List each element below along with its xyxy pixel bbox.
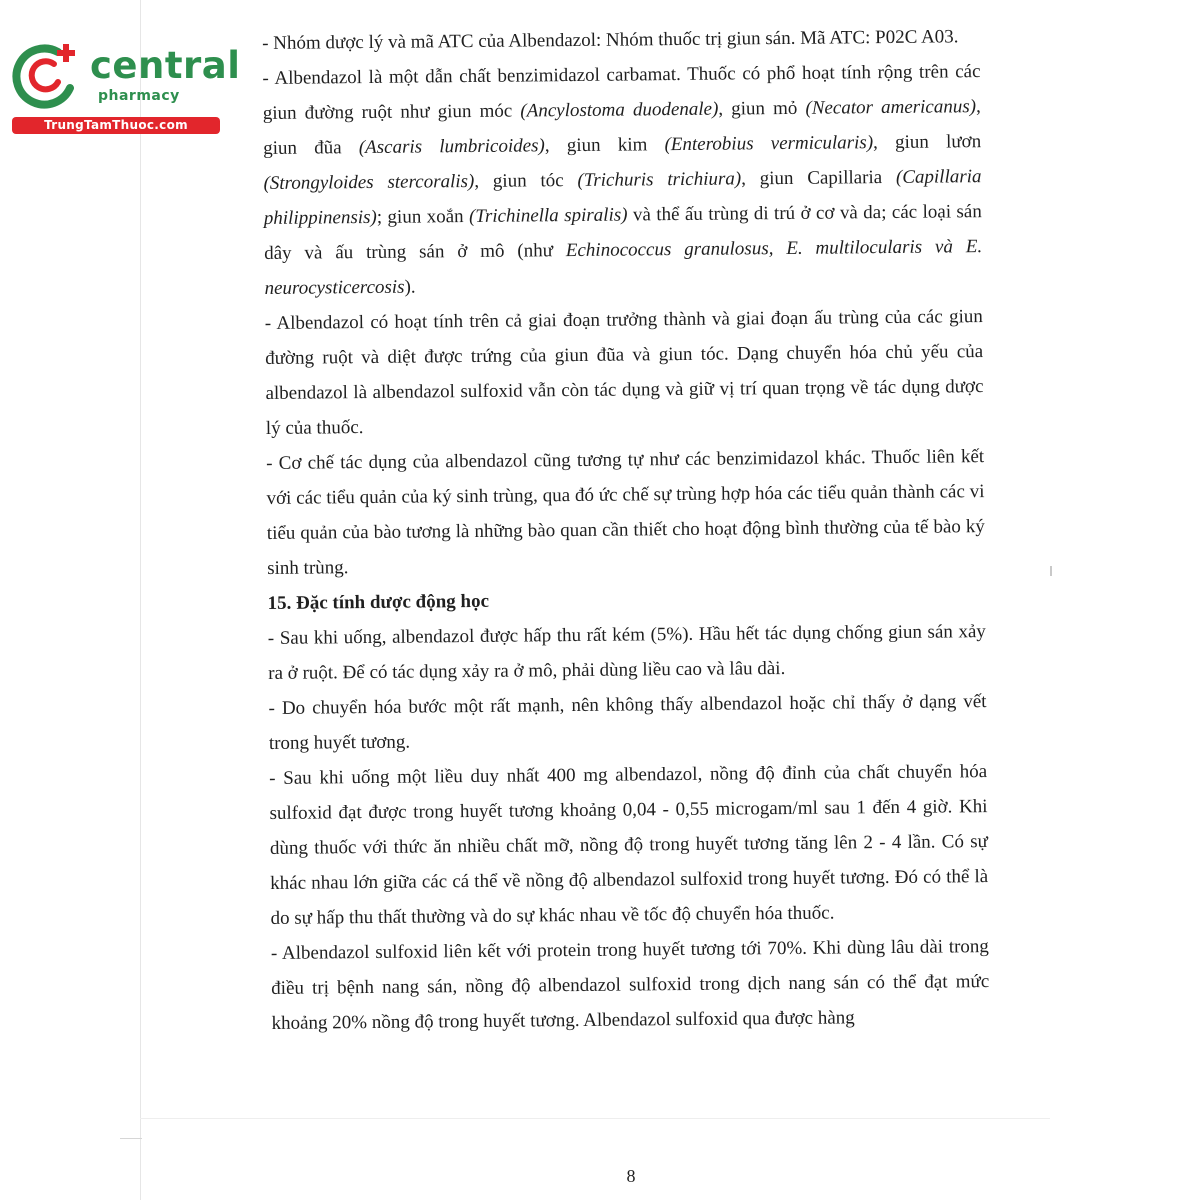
italic-text: (Ancylostoma duodenale) <box>520 98 719 122</box>
italic-text: (Ascaris lumbricoides) <box>358 135 545 159</box>
scan-speck <box>1050 566 1052 576</box>
logo-brand-sub: pharmacy <box>98 88 180 104</box>
document-body <box>262 19 990 1041</box>
text-run: 15. Đặc tính dược động học <box>267 590 490 614</box>
scan-edge-line <box>140 0 141 1200</box>
page-number: 8 <box>626 1166 636 1186</box>
italic-text: (Strongyloides stercoralis) <box>263 170 475 194</box>
logo-mark-icon <box>10 38 90 114</box>
paragraph <box>268 614 987 691</box>
text-run: - Sau khi uống một liều duy nhất 400 mg albendazol, nồng độ đỉnh của chất chuyển hóa sulfoxid đạt được trong huyết tương khoảng 0,04 - 0,55 microgam/ml sau 1 đến 4 giờ. Khi dùng thuốc với thức ăn nhiều chất mỡ, nồng độ trong huyết tương tăng lên 2 - 4 lần. Có sự khác nhau lớn giữa các cá thể về nồng độ albendazol sulfoxid trong huyết tương. Đó có thể là do sự hấp thu thất thường và do sự khác nhau về tốc độ chuyển hóa thuốc. <box>269 761 989 929</box>
text-run: ). <box>404 276 416 298</box>
italic-text: (Capillaria philippinensis) <box>263 166 982 229</box>
italic-text: (Necator americanus) <box>805 96 977 119</box>
text-run: và thể ấu trùng di trú ở cơ và da; các loại sán dây và ấu trùng sán ở mô (như <box>264 201 982 264</box>
text-run: , giun mỏ <box>718 97 806 120</box>
italic-text: (Trichinella spiralis) <box>468 204 628 228</box>
scan-edge-mark <box>120 1138 142 1139</box>
text-run: - Albendazol là một dẫn chất benzimidazol carbamat. Thuốc có phổ hoạt tính rộng trên các giun đường ruột như giun móc <box>262 61 981 124</box>
text-run: - Cơ chế tác dụng của albendazol cũng tương tự như các benzimidazol khác. Thuốc liên kết với các tiểu quản của ký sinh trùng, qua đó ức chế sự trùng hợp hóa các tiểu quản thành các vi tiểu quản của bào tương là những bào quan cần thiết cho hoạt động bình thường của tế bào ký sinh trùng. <box>266 446 985 579</box>
text-run: , giun đũa <box>263 96 981 159</box>
text-run: , giun tóc <box>474 169 578 192</box>
text-run: , giun lươn <box>873 131 982 154</box>
paragraph <box>268 684 987 761</box>
logo-website-badge: TrungTamThuoc.com <box>12 117 220 134</box>
paragraph <box>266 439 985 586</box>
logo-brand-name: central <box>90 44 241 87</box>
text-run: - Albendazol có hoạt tính trên cả giai đoạn trưởng thành và giai đoạn ấu trùng của các giun đường ruột và diệt được trứng của giun đũa và giun tóc. Dạng chuyển hóa chủ yếu của albendazol là albendazol sulfoxid vẫn còn tác dụng và giữ vị trí quan trọng về tác dụng dược lý của thuốc. <box>264 306 984 439</box>
paragraph <box>271 929 990 1041</box>
italic-text: Echinococcus granulosus, E. multilocularis và E. neurocysticercosis <box>264 236 983 299</box>
text-run: - Nhóm dược lý và mã ATC của Albendazol: Nhóm thuốc trị giun sán. Mã ATC: P02C A03. <box>262 26 959 54</box>
scan-bottom-line <box>140 1118 1050 1119</box>
text-run: , giun Capillaria <box>741 166 897 190</box>
italic-text: (Trichuris trichiura) <box>577 168 742 191</box>
text-run: - Do chuyển hóa bước một rất mạnh, nên không thấy albendazol hoặc chỉ thấy ở dạng vết trong huyết tương. <box>268 691 987 754</box>
paragraph <box>262 54 982 306</box>
central-pharmacy-logo[interactable] <box>10 38 241 136</box>
paragraph <box>265 299 984 446</box>
text-run: ; giun xoắn <box>376 206 470 228</box>
text-run: - Sau khi uống, albendazol được hấp thu rất kém (5%). Hầu hết tác dụng chống giun sán xảy ra ở ruột. Để có tác dụng xảy ra ở mô, phải dùng liều cao và lâu dài. <box>267 621 986 684</box>
text-run: - Albendazol sulfoxid liên kết với protein trong huyết tương tới 70%. Khi dùng lâu dài trong điều trị bệnh nang sán, nồng độ albendazol sulfoxid trong dịch nang sán có thể đạt mức khoảng 20% nồng độ trong huyết tương. Albendazol sulfoxid qua được hàng <box>270 936 990 1034</box>
italic-text: (Enterobius vermicularis) <box>664 132 874 156</box>
text-run: , giun kim <box>544 134 665 157</box>
paragraph <box>269 754 989 936</box>
